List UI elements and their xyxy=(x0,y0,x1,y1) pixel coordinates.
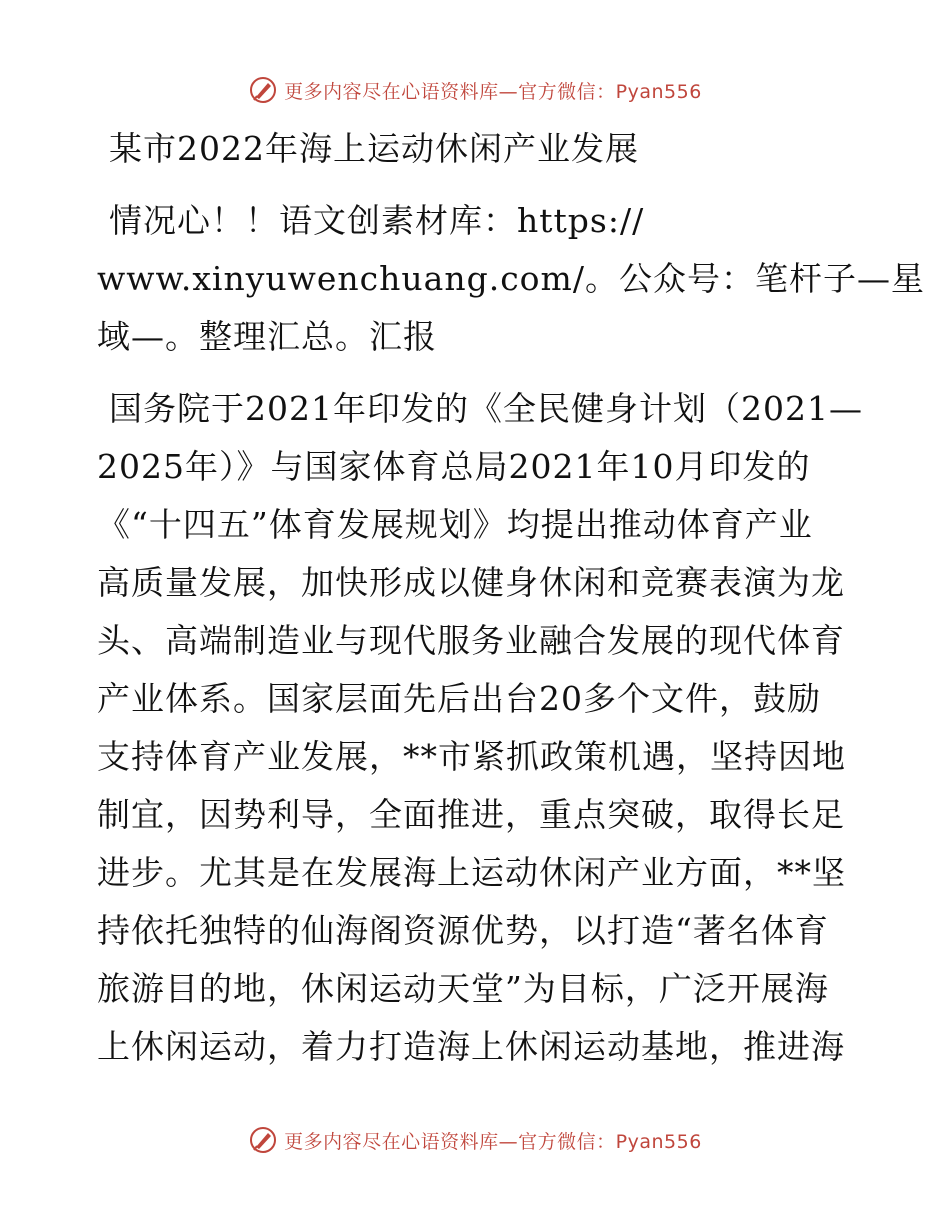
text-line: 产业体系。国家层面先后出台20多个文件，鼓励 xyxy=(97,679,821,718)
watermark-label: 更多内容尽在心语资料库—官方微信： xyxy=(284,80,616,103)
text-line: 国务院于2021年印发的《全民健身计划（2021— xyxy=(109,389,863,428)
footer-watermark xyxy=(0,1120,950,1160)
text-line: 《“十四五”体育发展规划》均提出推动体育产业 xyxy=(97,505,813,544)
text-line: 2025年）》与国家体育总局2021年10月印发的 xyxy=(97,447,811,486)
text-line: 域—。整理汇总。汇报 xyxy=(97,317,437,356)
text-line: 某市2022年海上运动休闲产业发展 xyxy=(109,129,639,168)
text-line: 旅游目的地，休闲运动天堂”为目标，广泛开展海 xyxy=(97,969,829,1008)
quill-pen-logo-icon xyxy=(248,1125,278,1155)
text-line: 头、高端制造业与现代服务业融合发展的现代体育 xyxy=(97,621,845,660)
text-line: 情况心！！语文创素材库：https:// xyxy=(109,201,645,240)
text-line: 上休闲运动，着力打造海上休闲运动基地，推进海 xyxy=(97,1027,845,1066)
text-line: 支持体育产业发展，**市紧抓政策机遇，坚持因地 xyxy=(97,737,846,776)
text-line: 制宜，因势利导，全面推进，重点突破，取得长足 xyxy=(97,795,845,834)
document-content xyxy=(97,120,925,1076)
text-line: 高质量发展，加快形成以健身休闲和竞赛表演为龙 xyxy=(97,563,845,602)
text-line: 进步。尤其是在发展海上运动休闲产业方面，**坚 xyxy=(97,853,846,892)
text-line: 持依托独特的仙海阁资源优势，以打造“著名体育 xyxy=(97,911,829,950)
document-intro xyxy=(97,192,925,366)
watermark-text xyxy=(284,77,702,104)
document-title xyxy=(97,120,857,178)
header-watermark xyxy=(0,70,950,110)
text-line: www.xinyuwenchuang.com/。公众号：笔杆子—星 xyxy=(97,259,925,298)
watermark-wechat-id: Pyan556 xyxy=(615,80,702,103)
document-body-paragraph xyxy=(97,380,863,1076)
watermark-wechat-id: Pyan556 xyxy=(615,1130,702,1153)
watermark-label: 更多内容尽在心语资料库—官方微信： xyxy=(284,1130,616,1153)
watermark-text xyxy=(284,1127,702,1154)
quill-pen-logo-icon xyxy=(248,75,278,105)
